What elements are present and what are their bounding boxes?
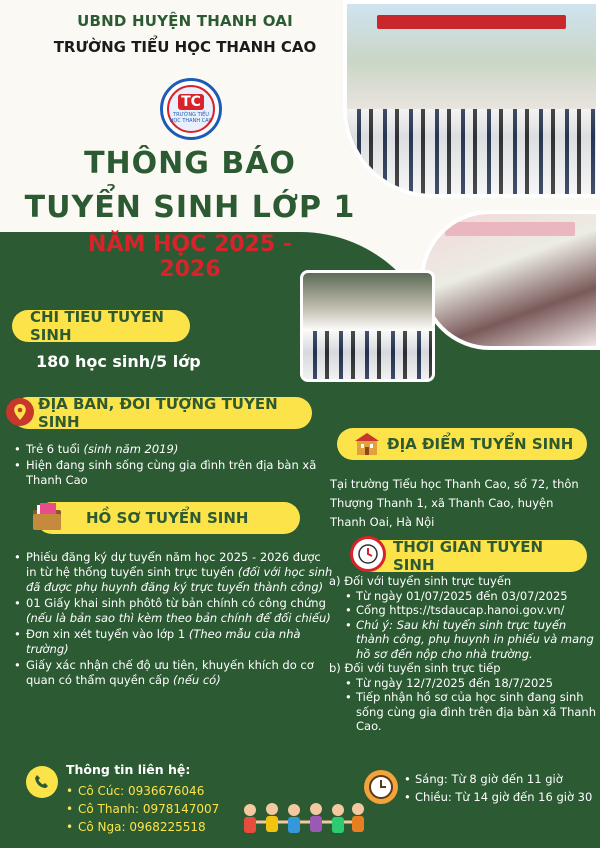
area-list <box>14 442 334 489</box>
org-name: UBND HUYỆN THANH OAI <box>77 12 293 30</box>
title-line-1: THÔNG BÁO <box>84 146 296 181</box>
logo-text: TC <box>178 94 204 110</box>
list-item: • Giấy xác nhận chế độ ưu tiên, khuyến khích do cơ quan có thẩm quyền cấp (nếu có) <box>14 658 334 688</box>
contact-item: • Cô Thanh: 0978147007 <box>66 800 219 818</box>
online-heading: a) Đối với tuyển sinh trực tuyến <box>329 574 512 588</box>
working-hours-list <box>404 770 592 806</box>
phone-icon <box>26 766 58 798</box>
online-list <box>329 589 597 662</box>
contact-title: Thông tin liên hệ: <box>66 762 191 777</box>
school-ceremony-photo <box>343 0 600 198</box>
section-location-label: ĐỊA ĐIỂM TUYỂN SINH <box>387 435 574 453</box>
logo-emblem <box>167 85 215 133</box>
school-logo <box>160 78 222 140</box>
section-target-pill <box>12 310 190 342</box>
photo-banner <box>377 15 566 29</box>
list-item: • 01 Giấy khai sinh phôtô từ bản chính có công chứng (nếu là bản sao thì kèm theo bản chính để đối chiếu) <box>14 596 334 626</box>
list-item: • Chiều: Từ 14 giờ đến 16 giờ 30 <box>404 788 592 806</box>
list-item: • Hiện đang sinh sống cùng gia đình trên địa bàn xã Thanh Cao <box>14 458 334 488</box>
folder-icon <box>30 500 64 534</box>
photo-students <box>303 331 432 379</box>
contact-item: • Cô Nga: 0968225518 <box>66 818 219 836</box>
alarm-clock-icon <box>350 536 386 572</box>
clock-icon <box>364 770 398 804</box>
map-pin-icon <box>6 398 34 426</box>
photo-students <box>347 109 596 195</box>
contact-item: • Cô Cúc: 0936676046 <box>66 782 219 800</box>
section-target-label: CHỈ TIÊU TUYỂN SINH <box>30 308 164 344</box>
section-area-pill <box>12 397 312 429</box>
time-details <box>329 574 597 734</box>
school-building-icon <box>352 430 382 458</box>
docs-list <box>14 550 334 689</box>
section-time-pill <box>355 540 587 572</box>
list-item: • Tiếp nhận hồ sơ của học sinh đang sinh sống cùng gia đình trên địa bàn xã Thanh Cao. <box>345 690 597 734</box>
direct-list <box>329 676 597 734</box>
title-line-2: TUYỂN SINH LỚP 1 <box>24 190 356 225</box>
list-item: • Trẻ 6 tuổi (sinh năm 2019) <box>14 442 334 457</box>
book-event-photo <box>420 210 600 350</box>
direct-heading: b) Đối với tuyển sinh trực tiếp <box>329 661 501 675</box>
title-year: NĂM HỌC 2025 - 2026 <box>88 232 292 282</box>
contact-list <box>66 782 219 836</box>
target-value: 180 học sinh/5 lớp <box>36 352 201 371</box>
children-illustration <box>238 800 368 844</box>
section-area-label: ĐỊA BÀN, ĐỐI TƯỢNG TUYỂN SINH <box>38 395 278 431</box>
location-address: Tại trường Tiểu học Thanh Cao, số 72, thôn Thượng Thanh 1, xã Thanh Cao, huyện Thanh Oai, Hà Nội <box>330 477 579 529</box>
list-item: • Từ ngày 12/7/2025 đến 18/7/2025 <box>345 676 597 691</box>
online-note: • Chú ý: Sau khi tuyển sinh trực tuyến thành công, phụ huynh in phiếu và mang hồ sơ đến nộp cho nhà trường. <box>345 618 597 662</box>
logo-subtext: TRƯỜNG TIỂU HỌC THANH CAO <box>169 112 213 124</box>
school-name: TRƯỜNG TIỂU HỌC THANH CAO <box>53 38 317 56</box>
list-item: • Phiếu đăng ký dự tuyển năm học 2025 - 2026 được in từ hệ thống tuyển sinh trực tuyến (đối với học sinh đã được phụ huynh đăng ký trực tuyến thành công) <box>14 550 334 595</box>
list-item: • Sáng: Từ 8 giờ đến 11 giờ <box>404 770 592 788</box>
list-item: • Đơn xin xét tuyển vào lớp 1 (Theo mẫu của nhà trường) <box>14 627 334 657</box>
section-docs-label: HỒ SƠ TUYỂN SINH <box>86 509 249 527</box>
class-group-photo <box>300 270 435 382</box>
list-item: • Từ ngày 01/07/2025 đến 03/07/2025 <box>345 589 597 604</box>
list-item: • Cổng https://tsdaucap.hanoi.gov.vn/ <box>345 603 597 618</box>
section-time-label: THỜI GIAN TUYỂN SINH <box>393 538 544 574</box>
photo-banner <box>445 222 576 236</box>
section-docs-pill <box>36 502 300 534</box>
